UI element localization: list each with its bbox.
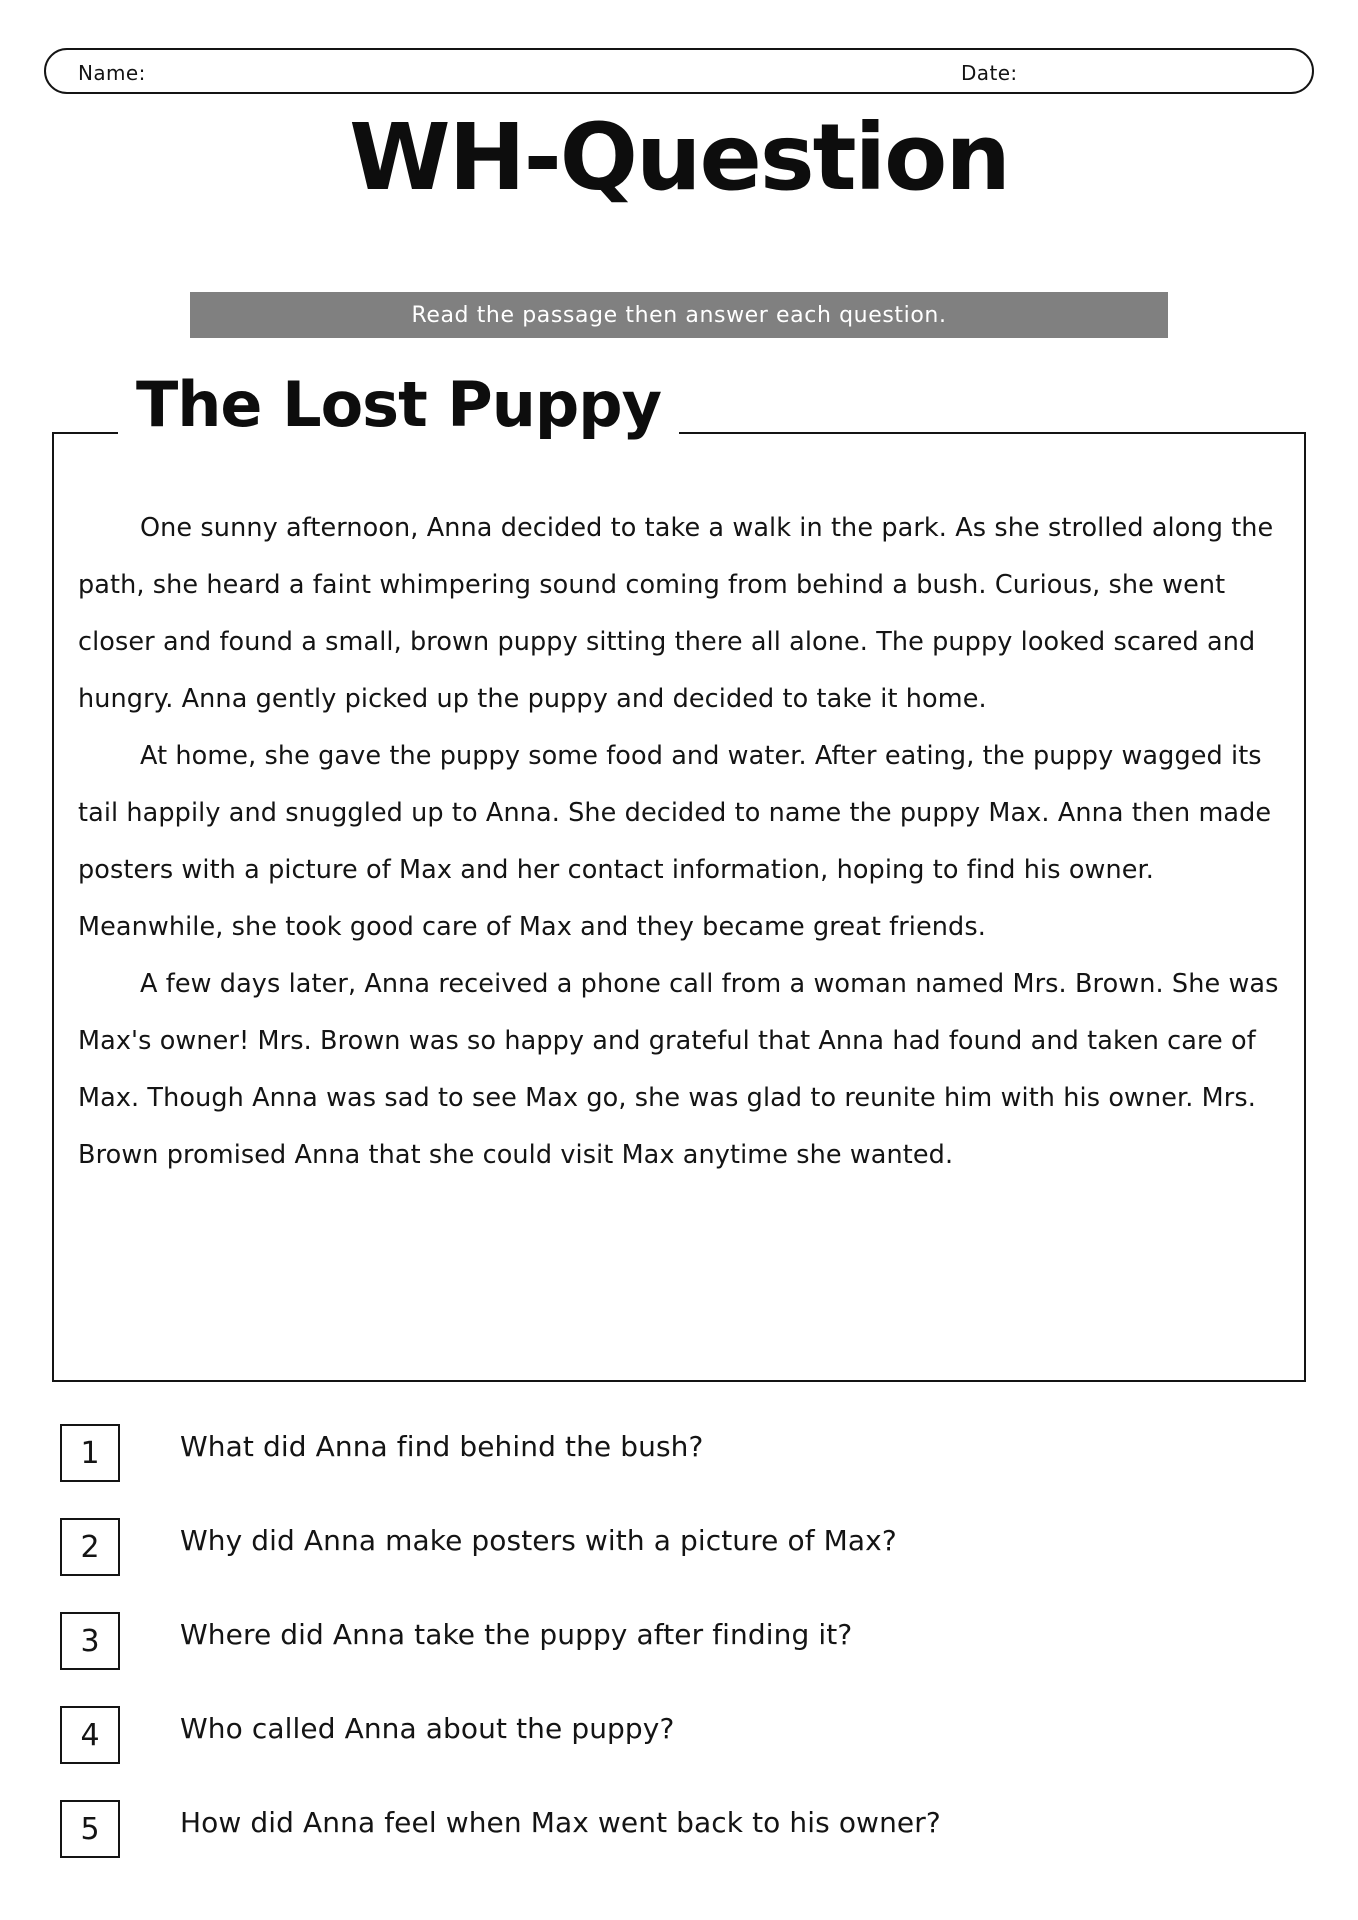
question-item	[52, 1606, 1306, 1700]
question-item	[52, 1700, 1306, 1794]
question-text: Where did Anna take the puppy after finding it?	[180, 1618, 853, 1651]
question-number-box: 5	[60, 1800, 120, 1858]
passage-paragraph: At home, she gave the puppy some food and water. After eating, the puppy wagged its tail happily and snuggled up to Anna. She decided to name the puppy Max. Anna then made posters with a picture of Max and her contact information, hoping to find his owner. Meanwhile, she took good care of Max and they became great friends.	[78, 741, 1272, 942]
question-list	[52, 1418, 1306, 1888]
question-text: Why did Anna make posters with a picture of Max?	[180, 1524, 897, 1557]
passage-title: The Lost Puppy	[118, 372, 679, 437]
question-text: How did Anna feel when Max went back to his owner?	[180, 1806, 941, 1839]
question-item	[52, 1418, 1306, 1512]
passage-text	[78, 500, 1280, 1184]
question-number-box: 1	[60, 1424, 120, 1482]
question-item	[52, 1794, 1306, 1888]
question-text: Who called Anna about the puppy?	[180, 1712, 675, 1745]
instruction-text: Read the passage then answer each question.	[411, 302, 947, 328]
question-number-box: 2	[60, 1518, 120, 1576]
question-number-box: 3	[60, 1612, 120, 1670]
passage-paragraph: One sunny afternoon, Anna decided to take a walk in the park. As she strolled along the path, she heard a faint whimpering sound coming from behind a bush. Curious, she went closer and found a small, brown puppy sitting there all alone. The puppy looked scared and hungry. Anna gently picked up the puppy and decided to take it home.	[78, 513, 1274, 714]
passage-paragraph: A few days later, Anna received a phone call from a woman named Mrs. Brown. She was Max's owner! Mrs. Brown was so happy and grateful that Anna had found and taken care of Max. Though Anna was sad to see Max go, she was glad to reunite him with his owner. Mrs. Brown promised Anna that she could visit Max anytime she wanted.	[78, 969, 1279, 1170]
instruction-band	[190, 292, 1168, 338]
question-item	[52, 1512, 1306, 1606]
page-title: WH-Question	[349, 104, 1009, 211]
name-date-bar	[44, 48, 1314, 94]
question-number-box: 4	[60, 1706, 120, 1764]
name-label: Name:	[78, 61, 146, 85]
question-text: What did Anna find behind the bush?	[180, 1430, 704, 1463]
date-label: Date:	[961, 61, 1018, 85]
